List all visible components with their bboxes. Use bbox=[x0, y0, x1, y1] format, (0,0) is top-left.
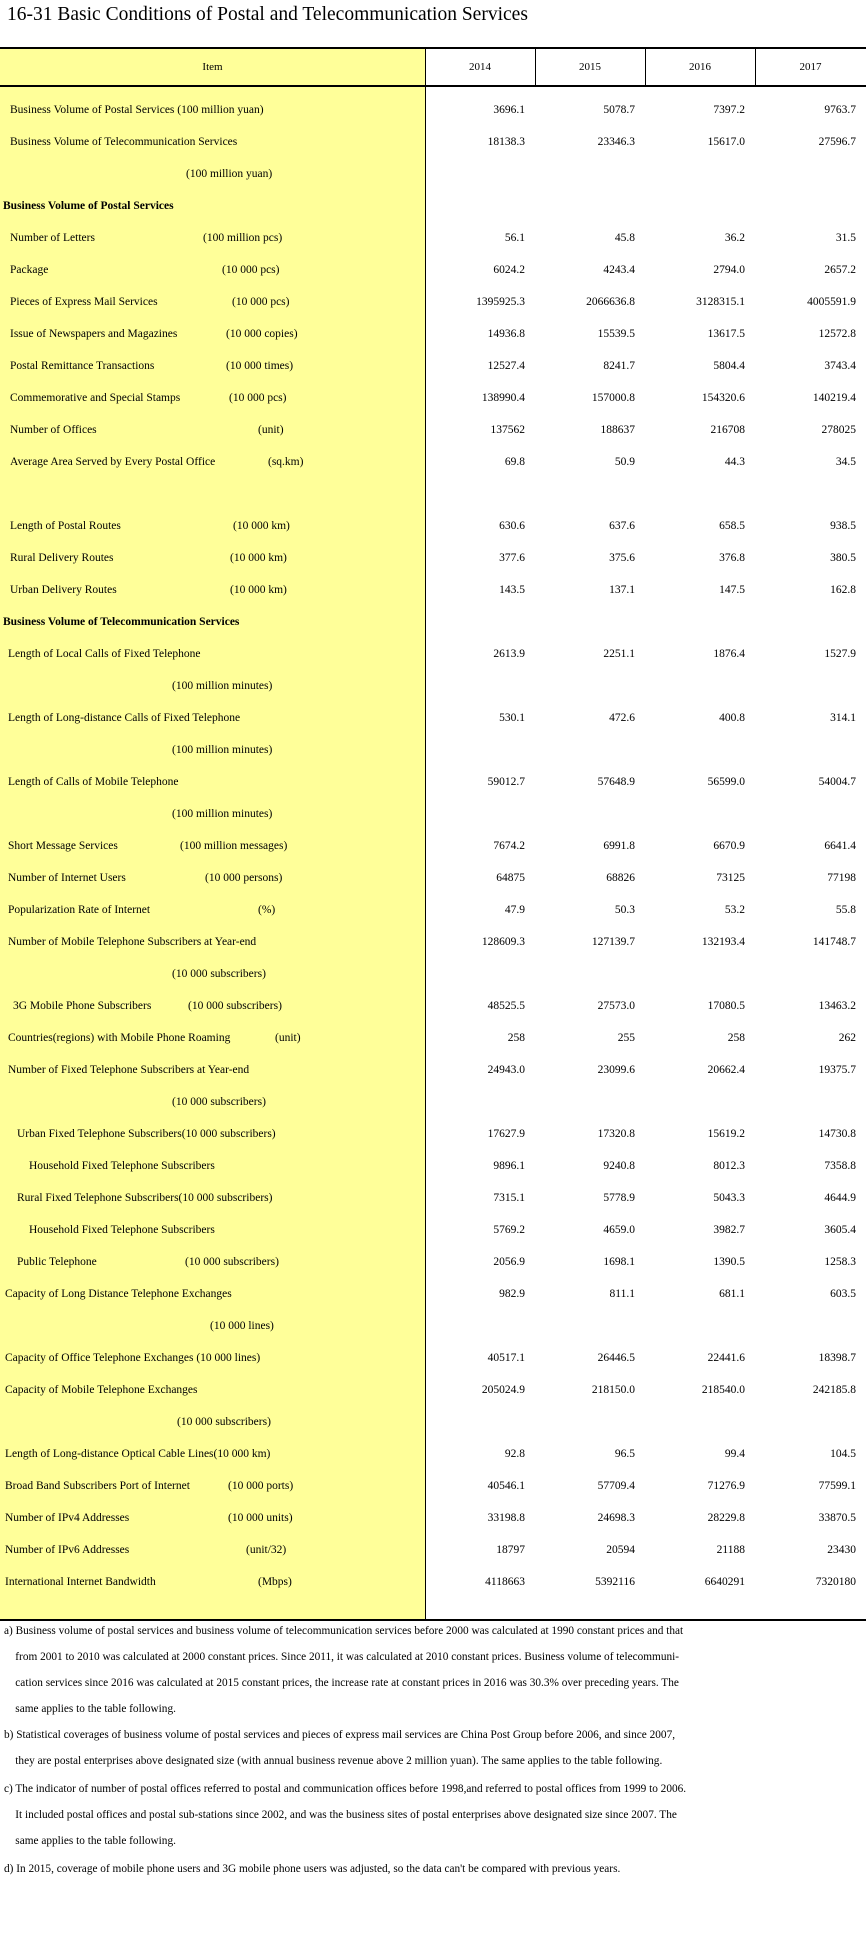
row-label: Length of Long-distance Optical Cable Lines(10 000 km) bbox=[5, 1448, 271, 1460]
row-unit: (10 000 persons) bbox=[205, 872, 283, 884]
cell-value-2014: 40517.1 bbox=[487, 1352, 525, 1364]
cell-value-2014: 982.9 bbox=[499, 1288, 525, 1300]
row-label: (100 million minutes) bbox=[172, 808, 273, 820]
row-label: Household Fixed Telephone Subscribers bbox=[29, 1160, 215, 1172]
table-row bbox=[0, 1406, 866, 1438]
cell-value-2017: 27596.7 bbox=[818, 136, 856, 148]
cell-value-2015: 4659.0 bbox=[603, 1224, 635, 1236]
cell-value-2017: 19375.7 bbox=[818, 1064, 856, 1076]
table-row bbox=[0, 702, 866, 734]
cell-value-2016: 658.5 bbox=[719, 520, 745, 532]
cell-value-2017: 6641.4 bbox=[824, 840, 856, 852]
row-unit: (10 000 units) bbox=[228, 1512, 293, 1524]
table-row bbox=[0, 1182, 866, 1214]
cell-value-2014: 18797 bbox=[496, 1544, 525, 1556]
cell-value-2016: 22441.6 bbox=[707, 1352, 745, 1364]
cell-value-2014: 56.1 bbox=[504, 232, 525, 244]
row-unit: (unit) bbox=[258, 424, 284, 436]
cell-value-2016: 5804.4 bbox=[713, 360, 745, 372]
table-row bbox=[0, 638, 866, 670]
row-label: Household Fixed Telephone Subscribers bbox=[29, 1224, 215, 1236]
table-body bbox=[0, 87, 866, 1621]
table-row bbox=[0, 1470, 866, 1502]
cell-value-2016: 56599.0 bbox=[707, 776, 745, 788]
row-label: Business Volume of Postal Services (100 million yuan) bbox=[10, 104, 264, 116]
row-label: Number of Offices bbox=[10, 424, 97, 436]
row-unit: (10 000 times) bbox=[226, 360, 294, 372]
cell-value-2016: 99.4 bbox=[724, 1448, 745, 1460]
row-label: Length of Postal Routes bbox=[10, 520, 121, 532]
table-row bbox=[0, 1246, 866, 1278]
cell-value-2014: 14936.8 bbox=[487, 328, 525, 340]
cell-value-2014: 530.1 bbox=[499, 712, 525, 724]
table-row bbox=[0, 286, 866, 318]
cell-value-2016: 6640291 bbox=[704, 1576, 745, 1588]
cell-value-2016: 147.5 bbox=[719, 584, 745, 596]
cell-value-2014: 12527.4 bbox=[487, 360, 525, 372]
cell-value-2016: 376.8 bbox=[719, 552, 745, 564]
cell-value-2017: 278025 bbox=[821, 424, 856, 436]
cell-value-2015: 137.1 bbox=[609, 584, 635, 596]
footnote-line: same applies to the table following. bbox=[4, 1703, 176, 1715]
cell-value-2014: 2613.9 bbox=[493, 648, 525, 660]
cell-value-2014: 64875 bbox=[496, 872, 525, 884]
cell-value-2014: 143.5 bbox=[499, 584, 525, 596]
cell-value-2016: 3128315.1 bbox=[696, 296, 745, 308]
row-unit: (10 000 km) bbox=[230, 584, 287, 596]
row-label: Number of Letters bbox=[10, 232, 95, 244]
cell-value-2015: 218150.0 bbox=[591, 1384, 635, 1396]
table-row bbox=[0, 126, 866, 158]
column-divider bbox=[755, 47, 756, 87]
header-year-2015: 2015 bbox=[579, 61, 601, 73]
row-unit: (10 000 pcs) bbox=[232, 296, 290, 308]
footnote-line: c) The indicator of number of postal offices referred to postal and communication offices before 1998,and referred to postal offices from 1999 to 2006. bbox=[4, 1783, 687, 1795]
cell-value-2015: 5778.9 bbox=[603, 1192, 635, 1204]
footnote-line: It included postal offices and postal sub-stations since 2002, and was the business sites of postal enterprises above designated size since 2007. The bbox=[4, 1809, 677, 1821]
cell-value-2015: 23346.3 bbox=[597, 136, 635, 148]
row-label: (100 million minutes) bbox=[172, 680, 273, 692]
cell-value-2016: 218540.0 bbox=[701, 1384, 745, 1396]
table-row bbox=[0, 1438, 866, 1470]
table-row bbox=[0, 94, 866, 126]
cell-value-2017: 140219.4 bbox=[812, 392, 856, 404]
table-row bbox=[0, 926, 866, 958]
table-row bbox=[0, 1278, 866, 1310]
cell-value-2014: 40546.1 bbox=[487, 1480, 525, 1492]
row-label: Issue of Newspapers and Magazines bbox=[10, 328, 178, 340]
cell-value-2016: 53.2 bbox=[724, 904, 745, 916]
cell-value-2016: 1390.5 bbox=[713, 1256, 745, 1268]
cell-value-2016: 21188 bbox=[716, 1544, 745, 1556]
row-label: (100 million yuan) bbox=[186, 168, 273, 180]
cell-value-2015: 23099.6 bbox=[597, 1064, 635, 1076]
cell-value-2014: 258 bbox=[507, 1032, 525, 1044]
cell-value-2015: 5392116 bbox=[595, 1576, 635, 1588]
cell-value-2015: 1698.1 bbox=[603, 1256, 635, 1268]
row-unit: (10 000 pcs) bbox=[222, 264, 280, 276]
cell-value-2017: 242185.8 bbox=[812, 1384, 856, 1396]
row-label: Rural Delivery Routes bbox=[10, 552, 114, 564]
row-label: Urban Delivery Routes bbox=[10, 584, 117, 596]
cell-value-2016: 73125 bbox=[716, 872, 745, 884]
cell-value-2016: 6670.9 bbox=[713, 840, 745, 852]
cell-value-2017: 314.1 bbox=[830, 712, 856, 724]
cell-value-2014: 3696.1 bbox=[493, 104, 525, 116]
cell-value-2017: 1258.3 bbox=[824, 1256, 856, 1268]
cell-value-2016: 216708 bbox=[710, 424, 745, 436]
row-label: Number of Internet Users bbox=[8, 872, 126, 884]
section-header-row bbox=[0, 606, 866, 638]
cell-value-2016: 154320.6 bbox=[701, 392, 745, 404]
table-row bbox=[0, 1566, 866, 1598]
cell-value-2014: 92.8 bbox=[504, 1448, 525, 1460]
cell-value-2017: 12572.8 bbox=[818, 328, 856, 340]
cell-value-2015: 472.6 bbox=[609, 712, 635, 724]
table-row bbox=[0, 1118, 866, 1150]
table-row bbox=[0, 446, 866, 478]
cell-value-2017: 162.8 bbox=[830, 584, 856, 596]
row-label: Urban Fixed Telephone Subscribers(10 000 subscribers) bbox=[17, 1128, 276, 1140]
cell-value-2015: 4243.4 bbox=[603, 264, 635, 276]
table-row bbox=[0, 734, 866, 766]
cell-value-2014: 1395925.3 bbox=[476, 296, 525, 308]
header-year-2016: 2016 bbox=[689, 61, 711, 73]
footnote-line: cation services since 2016 was calculated at 2015 constant prices, the increase rate at constant prices in 2016 was 30.3% over preceding years. The bbox=[4, 1677, 679, 1689]
cell-value-2014: 9896.1 bbox=[493, 1160, 525, 1172]
cell-value-2015: 2066636.8 bbox=[586, 296, 635, 308]
cell-value-2016: 13617.5 bbox=[707, 328, 745, 340]
cell-value-2014: 137562 bbox=[490, 424, 525, 436]
cell-value-2017: 13463.2 bbox=[818, 1000, 856, 1012]
cell-value-2015: 27573.0 bbox=[597, 1000, 635, 1012]
cell-value-2017: 34.5 bbox=[835, 456, 856, 468]
cell-value-2014: 17627.9 bbox=[487, 1128, 525, 1140]
data-table bbox=[0, 47, 866, 1621]
table-row bbox=[0, 478, 866, 510]
cell-value-2017: 18398.7 bbox=[818, 1352, 856, 1364]
cell-value-2015: 255 bbox=[617, 1032, 635, 1044]
row-unit: (10 000 km) bbox=[233, 520, 290, 532]
cell-value-2017: 2657.2 bbox=[824, 264, 856, 276]
cell-value-2017: 603.5 bbox=[830, 1288, 856, 1300]
cell-value-2015: 2251.1 bbox=[603, 648, 635, 660]
cell-value-2016: 8012.3 bbox=[713, 1160, 745, 1172]
table-row bbox=[0, 958, 866, 990]
cell-value-2015: 57709.4 bbox=[597, 1480, 635, 1492]
cell-value-2015: 157000.8 bbox=[591, 392, 635, 404]
cell-value-2016: 7397.2 bbox=[713, 104, 745, 116]
cell-value-2015: 188637 bbox=[600, 424, 635, 436]
row-unit: (unit/32) bbox=[246, 1544, 287, 1556]
row-label: (10 000 subscribers) bbox=[172, 968, 266, 980]
cell-value-2017: 141748.7 bbox=[812, 936, 856, 948]
footnote-line: b) Statistical coverages of business volume of postal services and pieces of express mail services are China Post Group before 2006, and since 2007, bbox=[4, 1729, 676, 1741]
cell-value-2015: 637.6 bbox=[609, 520, 635, 532]
cell-value-2017: 4644.9 bbox=[824, 1192, 856, 1204]
cell-value-2015: 45.8 bbox=[614, 232, 635, 244]
footnote-line: they are postal enterprises above designated size (with annual business revenue above 2 million yuan). The same applies to the table following. bbox=[4, 1755, 663, 1767]
row-label: Short Message Services bbox=[8, 840, 118, 852]
cell-value-2014: 630.6 bbox=[499, 520, 525, 532]
row-unit: (10 000 km) bbox=[230, 552, 287, 564]
row-label: Length of Calls of Mobile Telephone bbox=[8, 776, 179, 788]
cell-value-2014: 18138.3 bbox=[487, 136, 525, 148]
cell-value-2017: 14730.8 bbox=[818, 1128, 856, 1140]
row-label: Business Volume of Telecommunication Services bbox=[10, 136, 238, 148]
table-row bbox=[0, 862, 866, 894]
cell-value-2016: 15619.2 bbox=[707, 1128, 745, 1140]
cell-value-2017: 54004.7 bbox=[818, 776, 856, 788]
column-divider bbox=[535, 47, 536, 87]
cell-value-2015: 50.9 bbox=[614, 456, 635, 468]
cell-value-2014: 7315.1 bbox=[493, 1192, 525, 1204]
row-unit: (sq.km) bbox=[268, 456, 304, 468]
cell-value-2014: 377.6 bbox=[499, 552, 525, 564]
table-row bbox=[0, 510, 866, 542]
table-row bbox=[0, 1310, 866, 1342]
cell-value-2016: 2794.0 bbox=[713, 264, 745, 276]
table-row bbox=[0, 830, 866, 862]
cell-value-2015: 96.5 bbox=[614, 1448, 635, 1460]
row-label: Number of IPv4 Addresses bbox=[5, 1512, 130, 1524]
table-row bbox=[0, 542, 866, 574]
table-row bbox=[0, 990, 866, 1022]
table-row bbox=[0, 1502, 866, 1534]
cell-value-2016: 71276.9 bbox=[707, 1480, 745, 1492]
row-label: Number of Fixed Telephone Subscribers at Year-end bbox=[8, 1064, 250, 1076]
row-label: Business Volume of Postal Services bbox=[3, 200, 174, 212]
cell-value-2017: 23430 bbox=[827, 1544, 856, 1556]
page-title: 16-31 Basic Conditions of Postal and Telecommunication Services bbox=[7, 4, 528, 25]
cell-value-2015: 57648.9 bbox=[597, 776, 635, 788]
table-row bbox=[0, 318, 866, 350]
cell-value-2014: 4118663 bbox=[485, 1576, 525, 1588]
cell-value-2016: 132193.4 bbox=[701, 936, 745, 948]
row-label: Rural Fixed Telephone Subscribers(10 000 subscribers) bbox=[17, 1192, 273, 1204]
table-row bbox=[0, 414, 866, 446]
cell-value-2015: 17320.8 bbox=[597, 1128, 635, 1140]
table-header bbox=[0, 47, 866, 87]
cell-value-2014: 128609.3 bbox=[481, 936, 525, 948]
cell-value-2015: 8241.7 bbox=[603, 360, 635, 372]
table-row bbox=[0, 1342, 866, 1374]
cell-value-2017: 4005591.9 bbox=[807, 296, 856, 308]
cell-value-2017: 33870.5 bbox=[818, 1512, 856, 1524]
cell-value-2014: 5769.2 bbox=[493, 1224, 525, 1236]
table-row bbox=[0, 158, 866, 190]
row-unit: (unit) bbox=[275, 1032, 301, 1044]
cell-value-2017: 7320180 bbox=[815, 1576, 856, 1588]
row-label: (10 000 lines) bbox=[210, 1320, 274, 1332]
table-row bbox=[0, 894, 866, 926]
row-unit: (100 million messages) bbox=[180, 840, 288, 852]
cell-value-2016: 5043.3 bbox=[713, 1192, 745, 1204]
table-row bbox=[0, 1022, 866, 1054]
row-label: (100 million minutes) bbox=[172, 744, 273, 756]
table-row bbox=[0, 1086, 866, 1118]
table-row bbox=[0, 382, 866, 414]
cell-value-2016: 681.1 bbox=[719, 1288, 745, 1300]
cell-value-2014: 59012.7 bbox=[487, 776, 525, 788]
row-label: 3G Mobile Phone Subscribers bbox=[13, 1000, 152, 1012]
cell-value-2014: 69.8 bbox=[504, 456, 525, 468]
cell-value-2015: 811.1 bbox=[609, 1288, 635, 1300]
row-label: Capacity of Mobile Telephone Exchanges bbox=[5, 1384, 198, 1396]
section-header-row bbox=[0, 190, 866, 222]
row-label: Commemorative and Special Stamps bbox=[10, 392, 181, 404]
cell-value-2017: 938.5 bbox=[830, 520, 856, 532]
cell-value-2015: 50.3 bbox=[614, 904, 635, 916]
table-row bbox=[0, 254, 866, 286]
table-row bbox=[0, 1374, 866, 1406]
row-label: Number of IPv6 Addresses bbox=[5, 1544, 130, 1556]
row-label: Popularization Rate of Internet bbox=[8, 904, 151, 916]
cell-value-2016: 44.3 bbox=[724, 456, 745, 468]
cell-value-2016: 15617.0 bbox=[707, 136, 745, 148]
header-item: Item bbox=[0, 49, 425, 85]
cell-value-2016: 36.2 bbox=[724, 232, 745, 244]
cell-value-2015: 20594 bbox=[606, 1544, 635, 1556]
cell-value-2014: 6024.2 bbox=[493, 264, 525, 276]
row-label: Package bbox=[10, 264, 49, 276]
footnote-line: from 2001 to 2010 was calculated at 2000 constant prices. Since 2011, it was calculated at 2010 constant prices. Business volume of telecommuni- bbox=[4, 1651, 680, 1663]
row-unit: (10 000 subscribers) bbox=[188, 1000, 282, 1012]
row-label: Public Telephone bbox=[17, 1256, 97, 1268]
cell-value-2017: 9763.7 bbox=[824, 104, 856, 116]
row-label: Average Area Served by Every Postal Office bbox=[10, 456, 216, 468]
cell-value-2017: 262 bbox=[838, 1032, 856, 1044]
table-row bbox=[0, 350, 866, 382]
cell-value-2016: 400.8 bbox=[719, 712, 745, 724]
cell-value-2017: 77198 bbox=[827, 872, 856, 884]
table-row bbox=[0, 670, 866, 702]
table-row bbox=[0, 1150, 866, 1182]
cell-value-2014: 24943.0 bbox=[487, 1064, 525, 1076]
cell-value-2015: 26446.5 bbox=[597, 1352, 635, 1364]
cell-value-2015: 5078.7 bbox=[603, 104, 635, 116]
footnote-line: d) In 2015, coverage of mobile phone users and 3G mobile phone users was adjusted, so the data can't be compared with previous years. bbox=[4, 1863, 621, 1875]
row-label: Countries(regions) with Mobile Phone Roaming bbox=[8, 1032, 231, 1044]
cell-value-2017: 3743.4 bbox=[824, 360, 856, 372]
row-label: Length of Local Calls of Fixed Telephone bbox=[8, 648, 201, 660]
row-unit: (10 000 copies) bbox=[226, 328, 298, 340]
row-unit: (Mbps) bbox=[258, 1576, 292, 1588]
row-label: Business Volume of Telecommunication Services bbox=[3, 616, 240, 628]
header-year-2014: 2014 bbox=[469, 61, 491, 73]
cell-value-2014: 33198.8 bbox=[487, 1512, 525, 1524]
cell-value-2014: 138990.4 bbox=[481, 392, 525, 404]
table-row bbox=[0, 1534, 866, 1566]
cell-value-2014: 7674.2 bbox=[493, 840, 525, 852]
table-row bbox=[0, 1214, 866, 1246]
cell-value-2017: 7358.8 bbox=[824, 1160, 856, 1172]
cell-value-2017: 31.5 bbox=[835, 232, 856, 244]
table-row bbox=[0, 1054, 866, 1086]
footnote-line: same applies to the table following. bbox=[4, 1835, 176, 1847]
row-unit: (100 million pcs) bbox=[203, 232, 283, 244]
cell-value-2015: 127139.7 bbox=[591, 936, 635, 948]
row-unit: (10 000 ports) bbox=[228, 1480, 294, 1492]
cell-value-2016: 1876.4 bbox=[713, 648, 745, 660]
row-label: Capacity of Office Telephone Exchanges (10 000 lines) bbox=[5, 1352, 261, 1364]
cell-value-2016: 20662.4 bbox=[707, 1064, 745, 1076]
cell-value-2014: 47.9 bbox=[504, 904, 525, 916]
cell-value-2016: 3982.7 bbox=[713, 1224, 745, 1236]
cell-value-2015: 9240.8 bbox=[603, 1160, 635, 1172]
cell-value-2015: 6991.8 bbox=[603, 840, 635, 852]
cell-value-2016: 17080.5 bbox=[707, 1000, 745, 1012]
cell-value-2015: 24698.3 bbox=[597, 1512, 635, 1524]
row-label: Postal Remittance Transactions bbox=[10, 360, 155, 372]
cell-value-2014: 205024.9 bbox=[481, 1384, 525, 1396]
row-label: Capacity of Long Distance Telephone Exchanges bbox=[5, 1288, 232, 1300]
cell-value-2014: 48525.5 bbox=[487, 1000, 525, 1012]
cell-value-2016: 28229.8 bbox=[707, 1512, 745, 1524]
row-unit: (%) bbox=[258, 904, 276, 916]
cell-value-2014: 2056.9 bbox=[493, 1256, 525, 1268]
cell-value-2015: 15539.5 bbox=[597, 328, 635, 340]
cell-value-2017: 55.8 bbox=[835, 904, 856, 916]
row-label: (10 000 subscribers) bbox=[177, 1416, 271, 1428]
row-unit: (10 000 pcs) bbox=[229, 392, 287, 404]
table-row bbox=[0, 766, 866, 798]
table-row bbox=[0, 798, 866, 830]
table-row bbox=[0, 222, 866, 254]
cell-value-2017: 77599.1 bbox=[818, 1480, 856, 1492]
footnote-line: a) Business volume of postal services and business volume of telecommunication services before 2000 was calculated at 1990 constant prices and that bbox=[4, 1625, 684, 1637]
cell-value-2017: 1527.9 bbox=[824, 648, 856, 660]
header-year-2017: 2017 bbox=[799, 61, 822, 73]
row-label: Number of Mobile Telephone Subscribers at Year-end bbox=[8, 936, 257, 948]
cell-value-2015: 68826 bbox=[606, 872, 635, 884]
cell-value-2017: 3605.4 bbox=[824, 1224, 856, 1236]
cell-value-2015: 375.6 bbox=[609, 552, 635, 564]
column-divider bbox=[645, 47, 646, 87]
row-label: Length of Long-distance Calls of Fixed Telephone bbox=[8, 712, 241, 724]
cell-value-2017: 380.5 bbox=[830, 552, 856, 564]
cell-value-2016: 258 bbox=[727, 1032, 745, 1044]
column-divider bbox=[425, 47, 426, 1619]
cell-value-2017: 104.5 bbox=[830, 1448, 856, 1460]
table-row bbox=[0, 574, 866, 606]
row-label: Pieces of Express Mail Services bbox=[10, 296, 158, 308]
row-unit: (10 000 subscribers) bbox=[185, 1256, 279, 1268]
row-label: (10 000 subscribers) bbox=[172, 1096, 266, 1108]
row-label: International Internet Bandwidth bbox=[5, 1576, 156, 1588]
row-label: Broad Band Subscribers Port of Internet bbox=[5, 1480, 190, 1492]
